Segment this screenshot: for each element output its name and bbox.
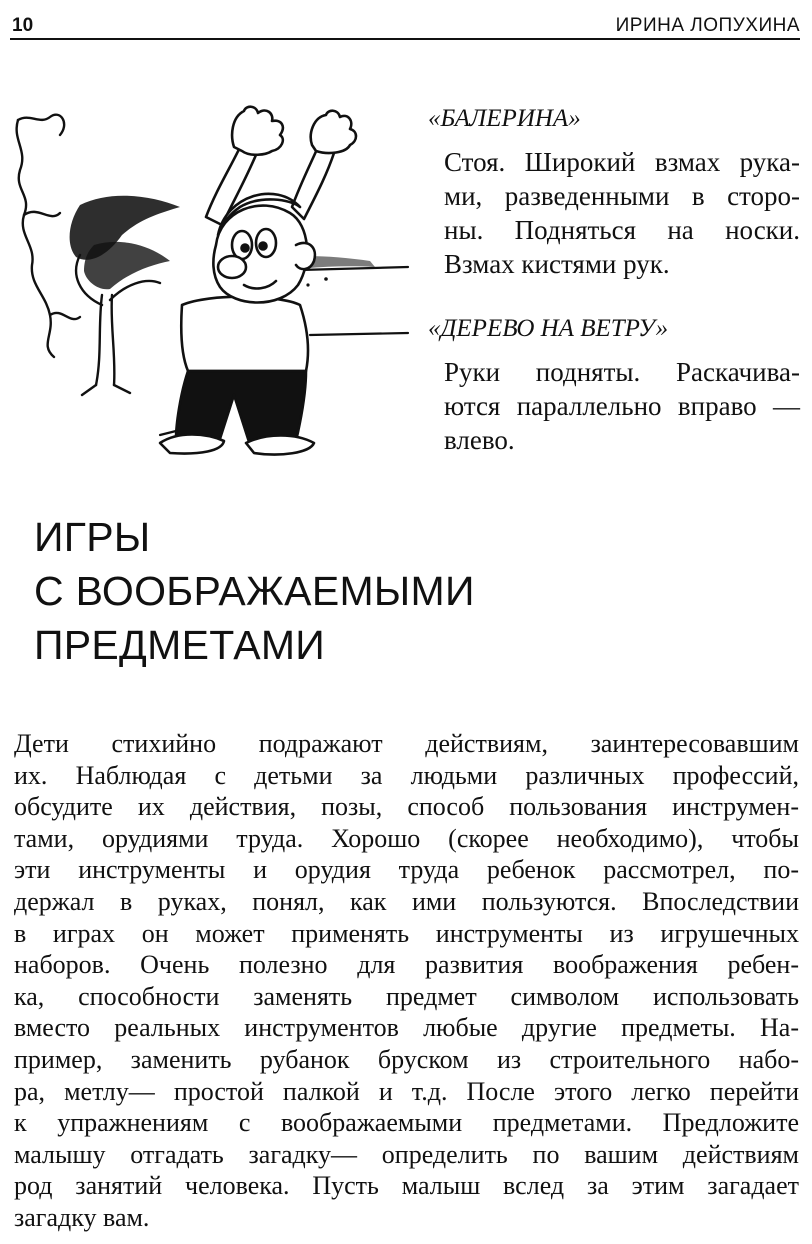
exercise-ballerina (428, 105, 800, 281)
text-line: в играх он может применять инструменты из игрушечных (14, 918, 799, 948)
heading-line: ПРЕДМЕТАМИ (34, 622, 326, 668)
text-line: их. Наблюдая с детьми за людьми различных профессий, (14, 760, 799, 790)
text-line: наборов. Очень полезно для развития воображения ребен- (14, 950, 799, 980)
exercise-description (444, 355, 800, 457)
text-line: пример, заменить рубанок бруском из строительного набо- (14, 1044, 799, 1074)
body-paragraph (14, 728, 799, 1234)
exercise-tree-in-wind (428, 315, 800, 457)
exercise-title: «БАЛЕРИНА» (428, 105, 581, 132)
text-line: эти инструменты и орудия труда ребенок рассмотрел, по- (14, 855, 799, 885)
text-line: тами, орудиями труда. Хорошо (скорее необходимо), чтобы (14, 823, 799, 853)
text-line: Взмах кистями рук. (444, 249, 670, 279)
text-line: малышу отгадать загадку— определить по вашим действиям (14, 1139, 799, 1169)
exercise-title: «ДЕРЕВО НА ВЕТРУ» (428, 315, 669, 342)
text-line: держал в руках, понял, как ими пользуются. Впоследствии (14, 886, 799, 916)
text-line: Руки подняты. Раскачива- (444, 357, 800, 387)
text-line: род занятий человека. Пусть малыш вслед за этим загадает (14, 1171, 799, 1201)
running-head-author: ИРИНА ЛОПУХИНА (615, 15, 800, 36)
text-line: ра, метлу— простой палкой и т.д. После этого легко перейти (14, 1076, 799, 1106)
text-line: влево. (444, 425, 515, 455)
text-line: к упражнениям с воображаемыми предметами. Предложите (14, 1108, 799, 1138)
heading-line: С ВООБРАЖАЕМЫМИ (34, 568, 475, 614)
section-heading (34, 510, 475, 672)
exercise-description (444, 145, 800, 281)
text-line: Дети стихийно подражают действиям, заинтересовавшим (14, 729, 799, 758)
page-header (10, 8, 800, 40)
cartoon-boy-exercise-illustration (10, 95, 415, 470)
text-line: ка, способности заменять предмет символом использовать (14, 981, 799, 1011)
text-line: Стоя. Широкий взмах рука- (444, 147, 800, 177)
heading-line: ИГРЫ (34, 514, 151, 560)
text-line: вместо реальных инструментов любые другие предметы. На- (14, 1013, 799, 1043)
text-line: ны. Подняться на носки. (444, 215, 800, 245)
page-number: 10 (12, 15, 34, 36)
text-line: ми, разведенными в сторо- (444, 181, 800, 211)
text-line: ются параллельно вправо — (444, 391, 800, 421)
text-line: загадку вам. (14, 1202, 150, 1232)
text-line: обсудите их действия, позы, способ пользования инструмен- (14, 792, 799, 822)
